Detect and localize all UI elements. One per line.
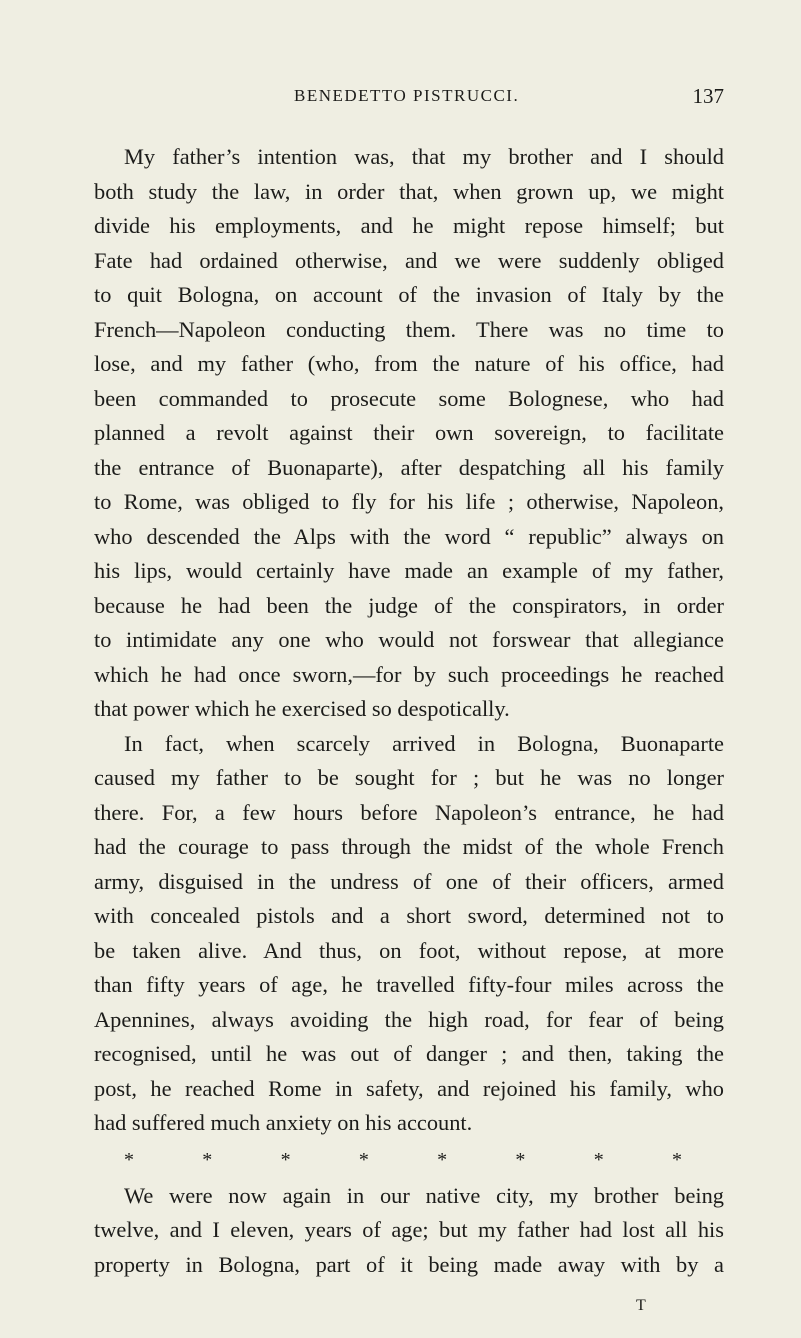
text-line: the entrance of Buonaparte), after despatching all his family	[94, 454, 724, 480]
text-line: to quit Bologna, on account of the invasion of Italy by the	[94, 282, 724, 307]
text-line: who descended the Alps with the word “ republic” always on	[94, 523, 724, 549]
text-line: be taken alive. And thus, on foot, without repose, at more	[94, 937, 724, 963]
asterisk: *	[280, 1148, 291, 1171]
text-line: had the courage to pass through the midst of the whole French	[94, 834, 724, 859]
running-title: BENEDETTO PISTRUCCI.	[294, 86, 520, 105]
text-line: with concealed pistols and a short sword, determined not to	[94, 903, 724, 928]
asterisk: *	[358, 1148, 369, 1171]
text-line: army, disguised in the undress of one of their officers, armed	[94, 868, 724, 894]
text-line: there. For, a few hours before Napoleon’s entrance, he had	[94, 799, 724, 825]
asterisk: *	[202, 1148, 213, 1171]
text-line: divide his employments, and he might repose himself; but	[94, 213, 724, 238]
text-line: been commanded to prosecute some Bolognese, who had	[94, 385, 724, 411]
text-line: French—Napoleon conducting them. There was no time to	[94, 316, 724, 342]
paragraph-2	[94, 727, 724, 1141]
asterisk: *	[124, 1148, 134, 1171]
text-line: Apennines, always avoiding the high road, for fear of being	[94, 1006, 724, 1032]
text-line: than fifty years of age, he travelled fifty-four miles across the	[94, 972, 724, 997]
text-line: that power which he exercised so despotically.	[94, 696, 510, 721]
text-line: recognised, until he was out of danger ; and then, taking the	[94, 1041, 724, 1066]
text-line: post, he reached Rome in safety, and rejoined his family, who	[94, 1075, 724, 1101]
text-line: My father’s intention was, that my brother and I should	[124, 144, 724, 169]
paragraph-1	[94, 140, 724, 727]
asterisk: *	[671, 1148, 682, 1171]
text-line: In fact, when scarcely arrived in Bologna, Buonaparte	[124, 730, 724, 756]
text-line: lose, and my father (who, from the nature of his office, had	[94, 351, 724, 376]
asterisk: *	[437, 1148, 448, 1171]
text-line: caused my father to be sought for ; but he was no longer	[94, 765, 724, 790]
signature-mark: T	[636, 1297, 646, 1314]
text-line: had suffered much anxiety on his account.	[94, 1110, 473, 1135]
text-line: to Rome, was obliged to fly for his life ; otherwise, Napoleon,	[94, 489, 724, 514]
section-separator	[94, 1143, 724, 1179]
body-text	[94, 140, 724, 1282]
asterisk: *	[593, 1148, 604, 1171]
text-line: to intimidate any one who would not forswear that allegiance	[94, 627, 724, 652]
text-line: Fate had ordained otherwise, and we were suddenly obliged	[94, 247, 724, 273]
asterisk: *	[515, 1148, 526, 1171]
page-number: 137	[692, 84, 724, 108]
text-line: because he had been the judge of the conspirators, in order	[94, 592, 724, 618]
running-head	[94, 86, 724, 116]
text-line: twelve, and I eleven, years of age; but my father had lost all his	[94, 1217, 724, 1242]
text-line: We were now again in our native city, my brother being	[124, 1182, 724, 1208]
text-line: his lips, would certainly have made an example of my father,	[94, 558, 724, 583]
text-line: which he had once sworn,—for by such proceedings he reached	[94, 661, 724, 687]
text-line: planned a revolt against their own sovereign, to facilitate	[94, 420, 724, 445]
paragraph-3	[94, 1179, 724, 1283]
text-line: both study the law, in order that, when grown up, we might	[94, 178, 724, 204]
text-line: property in Bologna, part of it being made away with by a	[94, 1251, 724, 1277]
